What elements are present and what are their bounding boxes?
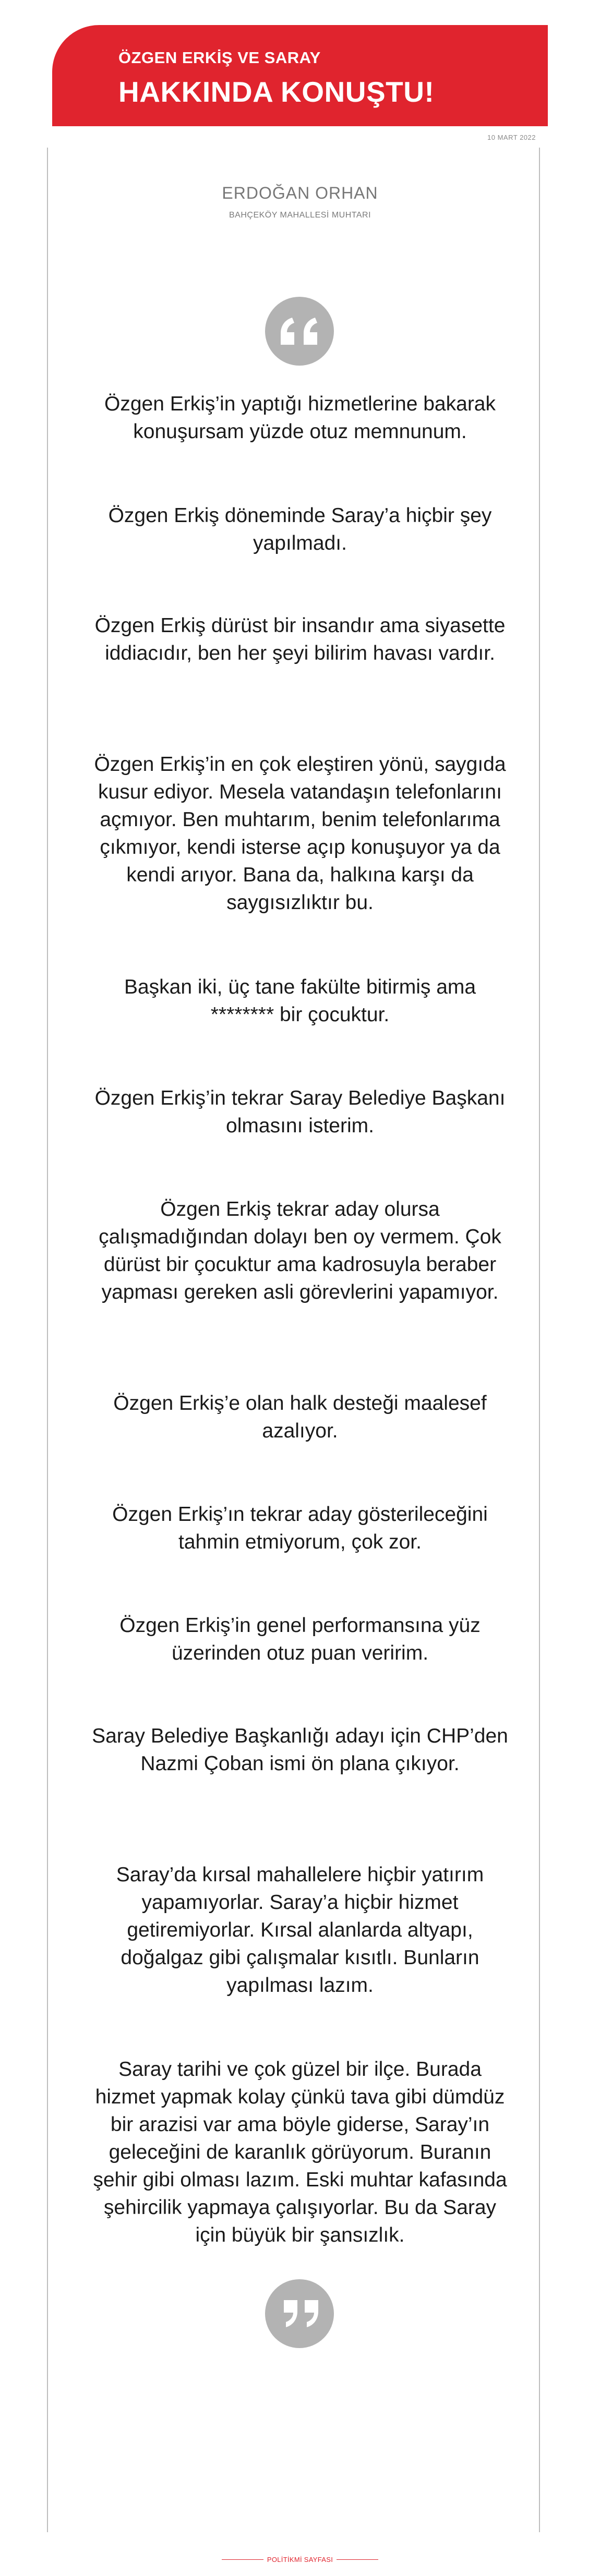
- footer-divider-left: [222, 2559, 263, 2560]
- quote-paragraph: Saray Belediye Başkanlığı adayı için CHP’den Nazmi Çoban ismi ön plana çıkıyor.: [92, 1725, 508, 1775]
- quote-paragraph: Başkan iki, üç tane fakülte bitirmiş ama ******** bir çocuktur.: [124, 976, 476, 1026]
- quote-paragraph: Özgen Erkiş’ın tekrar aday gösterileceğini tahmin etmiyorum, çok zor.: [112, 1503, 488, 1553]
- quote-paragraph: Saray’da kırsal mahallelere hiçbir yatırım yapamıyorlar. Saray’a hiçbir hizmet getiremiyorlar. Kırsal alanlarda altyapı, doğalgaz gibi çalışmalar kısıtlı. Bunların yapılması lazım.: [116, 1864, 484, 1997]
- publish-date: 10 MART 2022: [487, 134, 536, 141]
- quote-paragraph: Özgen Erkiş’in genel performansına yüz üzerinden otuz puan veririm.: [119, 1614, 481, 1664]
- quote-paragraph: Özgen Erkiş’in yaptığı hizmetlerine bakarak konuşursam yüzde otuz memnunum.: [104, 393, 496, 443]
- open-quote-icon: [265, 297, 334, 366]
- footer-label: POLİTİKMİ SAYFASI: [267, 2556, 333, 2563]
- quote-paragraph: Özgen Erkiş dürüst bir insandır ama siyasette iddiacıdır, ben her şeyi bilirim havası vardır.: [94, 614, 506, 664]
- author-role: BAHÇEKÖY MAHALLESİ MUHTARI: [229, 211, 371, 220]
- page-title: HAKKINDA KONUŞTU!: [118, 76, 435, 108]
- close-quote-icon: [265, 2279, 334, 2348]
- author-name: ERDOĞAN ORHAN: [222, 184, 378, 202]
- quote-paragraph: Saray tarihi ve çok güzel bir ilçe. Burada hizmet yapmak kolay çünkü tava gibi dümdüz bir arazisi var ama böyle giderse, Saray’ın geleceğini de karanlık görüyorum. Buranın şehir gibi olması lazım. Eski muhtar kafasında şehircilik yapmaya çalışıyorlar. Bu da Saray için büyük bir şansızlık.: [93, 2058, 507, 2246]
- quote-paragraph: Özgen Erkiş’e olan halk desteği maalesef azalıyor.: [113, 1392, 487, 1442]
- quote-paragraph: Özgen Erkiş’in tekrar Saray Belediye Başkanı olmasını isterim.: [94, 1087, 506, 1137]
- quote-paragraph: Özgen Erkiş tekrar aday olursa çalışmadığından dolayı ben oy vermem. Çok dürüst bir çocuktur ama kadrosuyla beraber yapması gereken asli görevlerini yapamıyor.: [99, 1198, 501, 1303]
- footer-divider-right: [337, 2559, 378, 2560]
- quote-paragraph: Özgen Erkiş’in en çok eleştiren yönü, saygıda kusur ediyor. Mesela vatandaşın telefonlarını açmıyor. Ben muhtarım, benim telefonlarıma çıkmıyor, kendi isterse açıp konuşuyor ya da kendi arıyor. Bana da, halkına karşı da saygısızlıktır bu.: [94, 753, 506, 914]
- header-kicker: ÖZGEN ERKİŞ VE SARAY: [118, 49, 321, 67]
- quote-paragraph: Özgen Erkiş döneminde Saray’a hiçbir şey yapılmadı.: [108, 504, 492, 554]
- header-banner: [52, 25, 548, 126]
